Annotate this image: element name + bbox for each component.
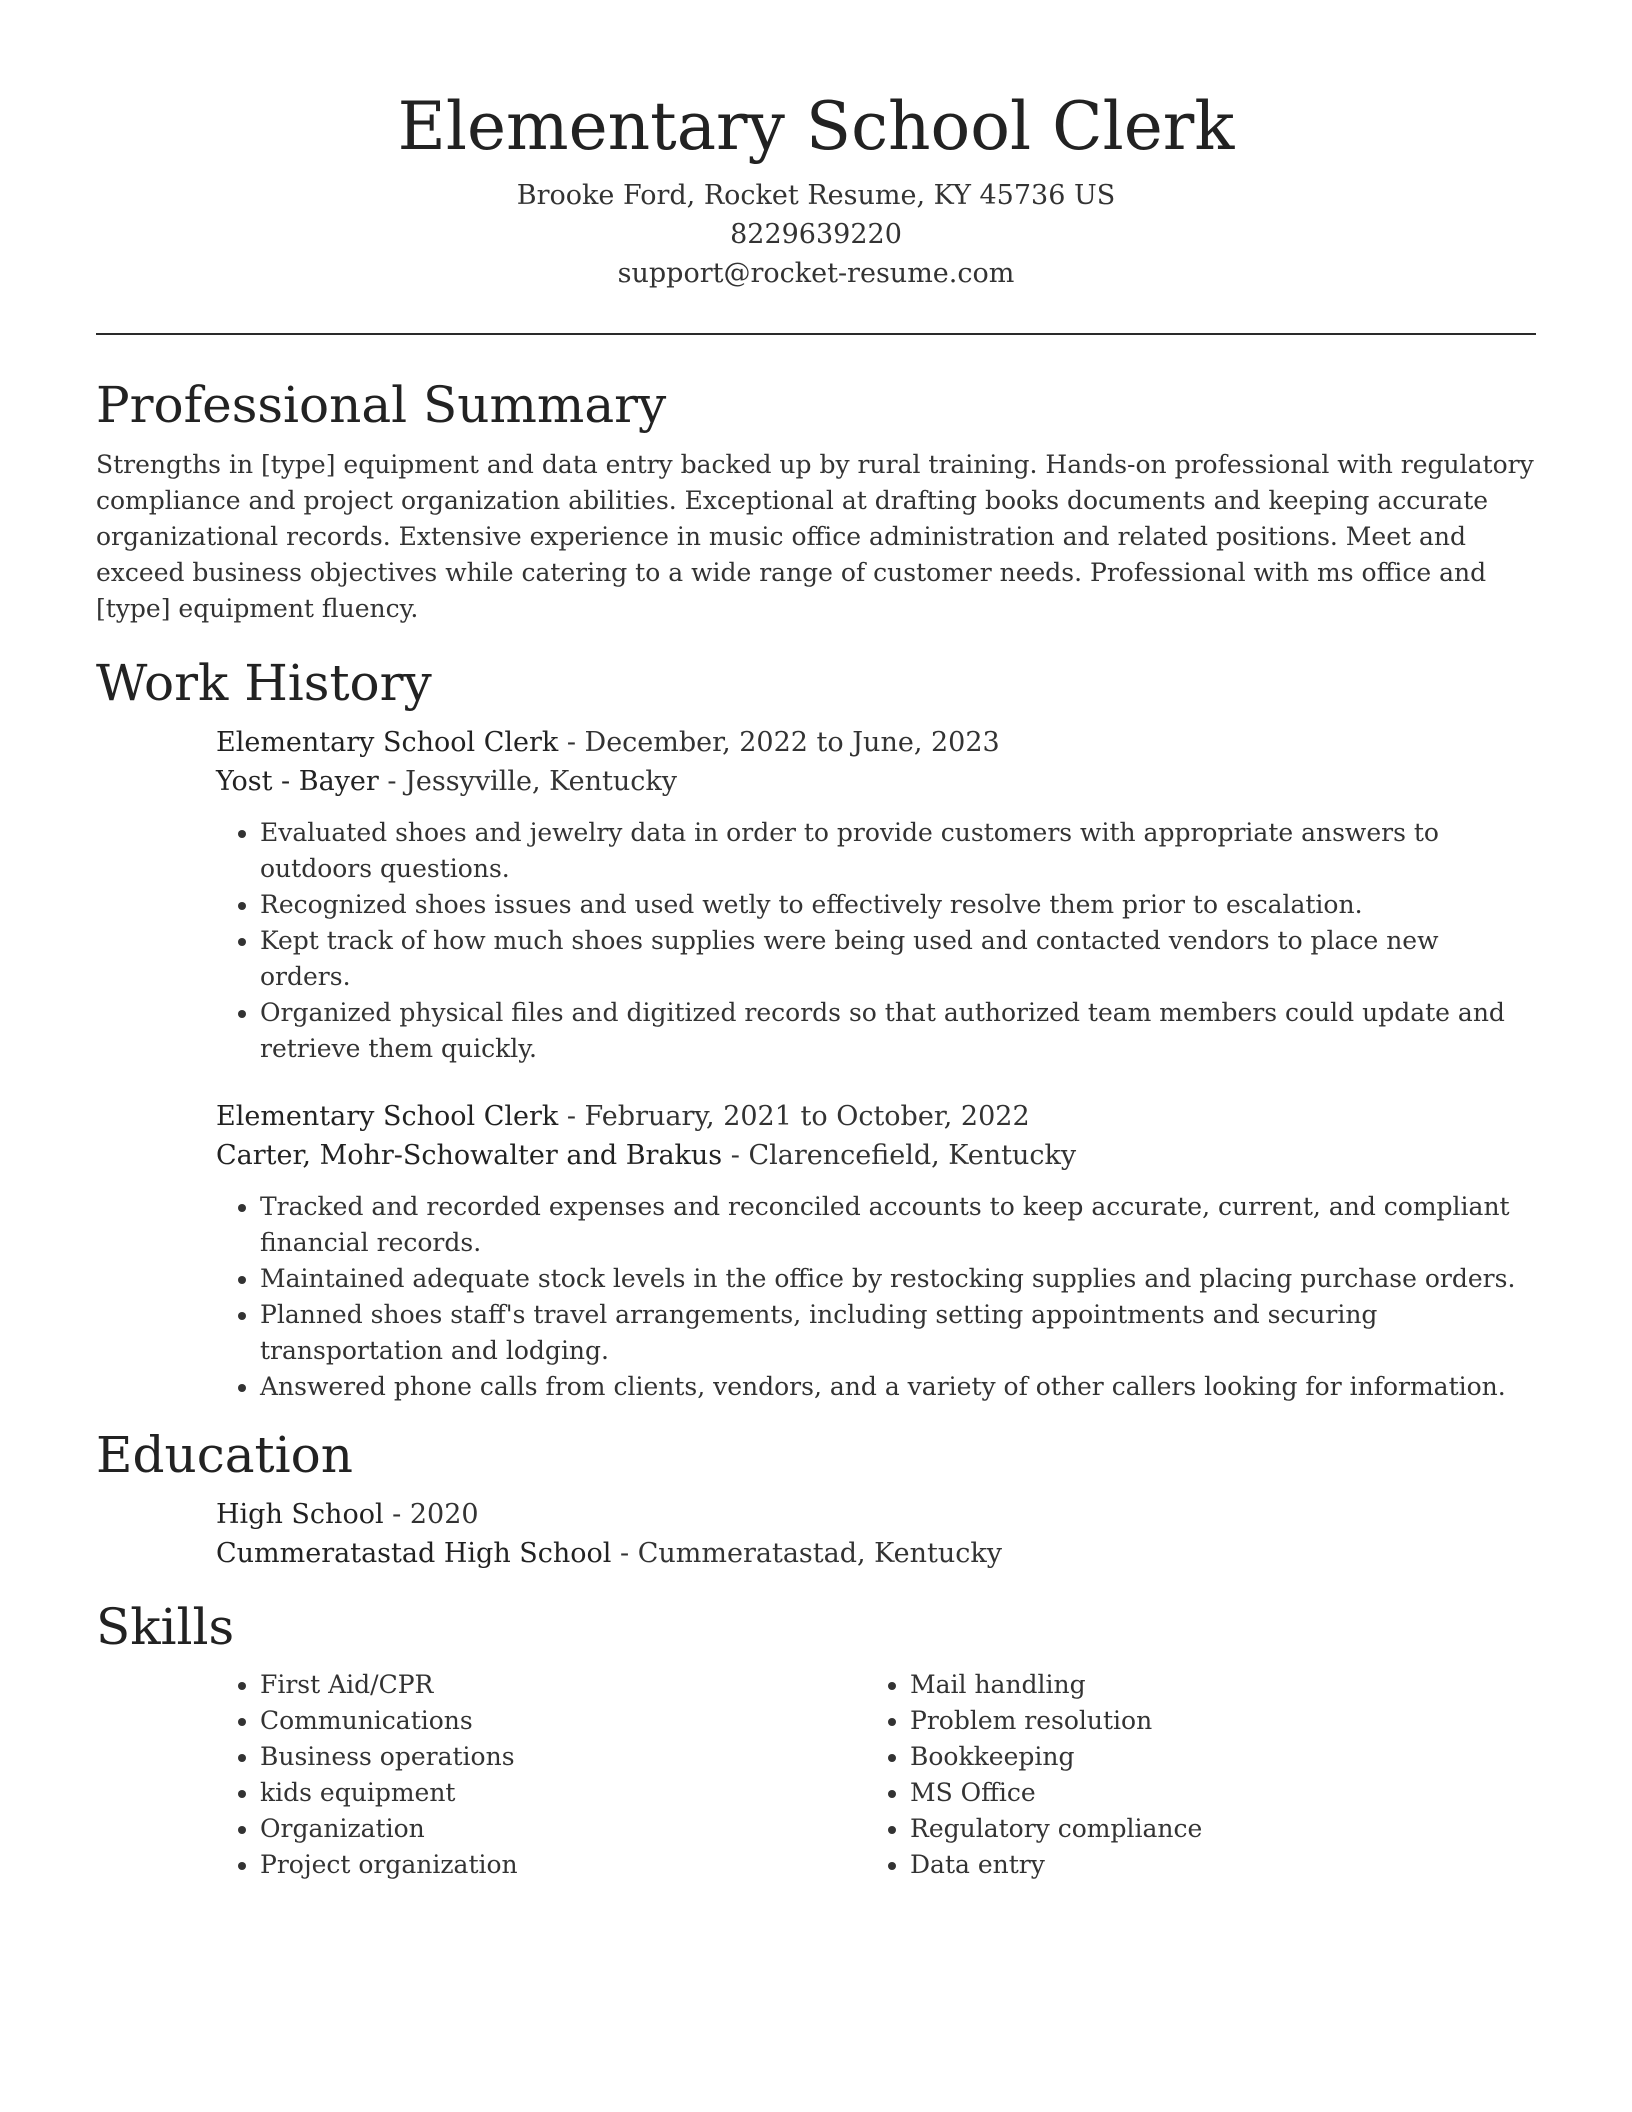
list-item: • Answered phone calls from clients, vendors, and a variety of other callers looking for information. [260,1369,1536,1405]
list-item: • Mail handling [910,1667,1516,1703]
list-item: • Recognized shoes issues and used wetly to effectively resolve them prior to escalation. [260,887,1536,923]
list-item: • Organized physical files and digitized records so that authorized team members could update and retrieve them quickly. [260,995,1536,1067]
school-name: Cummeratastad High School [216,1538,612,1569]
employer-location: - Clarencefield, Kentucky [722,1140,1077,1171]
job-title: Elementary School Clerk [216,727,559,758]
list-item: • Problem resolution [910,1703,1516,1739]
list-item: • Tracked and recorded expenses and reconciled accounts to keep accurate, current, and compliant financial records. [260,1189,1536,1261]
skills-section [96,1595,1536,1883]
list-item: • MS Office [910,1775,1516,1811]
list-item: • Data entry [910,1847,1516,1883]
school-location: - Cummeratastad, Kentucky [611,1538,1002,1569]
skills-list-left [216,1667,866,1883]
skills-grid [216,1659,1536,1883]
list-item: • Regulatory compliance [910,1811,1516,1847]
contact-phone: 8229639220 [730,219,902,250]
summary-text: Strengths in [type] equipment and data entry backed up by rural training. Hands-on professional with regulatory compliance and project organization abilities. Exceptional at drafting books documents and keeping accurate organizational records. Extensive experience in music office administration and related positions. Meet and exceed business objectives while catering to a wide range of customer needs. Professional with ms office and [type] equipment fluency. [96,450,1534,623]
education-section [96,1423,1536,1573]
contact-address: Brooke Ford, Rocket Resume, KY 45736 US [516,180,1116,211]
list-item: • Planned shoes staff's travel arrangements, including setting appointments and securing transportation and lodging. [260,1297,1536,1369]
employer-name: Carter, Mohr-Schowalter and Brakus [216,1140,723,1171]
list-item: • kids equipment [260,1775,866,1811]
job-title: Elementary School Clerk [216,1101,559,1132]
degree-line [216,1495,1536,1534]
summary-section [96,373,1536,627]
employer-line [216,762,1536,801]
job-entry [216,1097,1536,1405]
list-item: • Organization [260,1811,866,1847]
education-heading: Education [96,1426,353,1484]
work-history-section [96,651,1536,1405]
list-item: • Maintained adequate stock levels in the office by restocking supplies and placing purchase orders. [260,1261,1536,1297]
summary-heading: Professional Summary [96,376,667,434]
skills-column-left [216,1659,866,1883]
list-item: • First Aid/CPR [260,1667,866,1703]
skills-heading: Skills [96,1598,235,1656]
employer-line [216,1136,1536,1175]
list-item: • Project organization [260,1847,866,1883]
list-item: • Bookkeeping [910,1739,1516,1775]
degree: High School [216,1499,384,1530]
work-history-heading: Work History [96,654,432,712]
resume-page [96,0,1536,1883]
job-entry [216,723,1536,1067]
job-dates: - December, 2022 to June, 2023 [558,727,1000,758]
page-title: Elementary School Clerk [397,88,1235,165]
list-item: • Business operations [260,1739,866,1775]
skills-column-right [866,1659,1516,1883]
skills-list-right [866,1667,1516,1883]
header-divider [96,333,1536,335]
resume-header [96,0,1536,293]
job-dates: - February, 2021 to October, 2022 [558,1101,1030,1132]
job-bullets [216,1189,1536,1405]
education-entry [216,1495,1536,1573]
list-item: • Kept track of how much shoes supplies were being used and contacted vendors to place new orders. [260,923,1536,995]
job-title-line [216,723,1536,762]
list-item: • Communications [260,1703,866,1739]
degree-year: - 2020 [383,1499,479,1530]
employer-name: Yost - Bayer [216,766,379,797]
contact-info [96,176,1536,293]
school-line [216,1534,1536,1573]
list-item: • Evaluated shoes and jewelry data in order to provide customers with appropriate answers to outdoors questions. [260,815,1536,887]
job-bullets [216,815,1536,1067]
contact-email: support@rocket-resume.com [617,258,1015,289]
employer-location: - Jessyville, Kentucky [378,766,677,797]
job-title-line [216,1097,1536,1136]
